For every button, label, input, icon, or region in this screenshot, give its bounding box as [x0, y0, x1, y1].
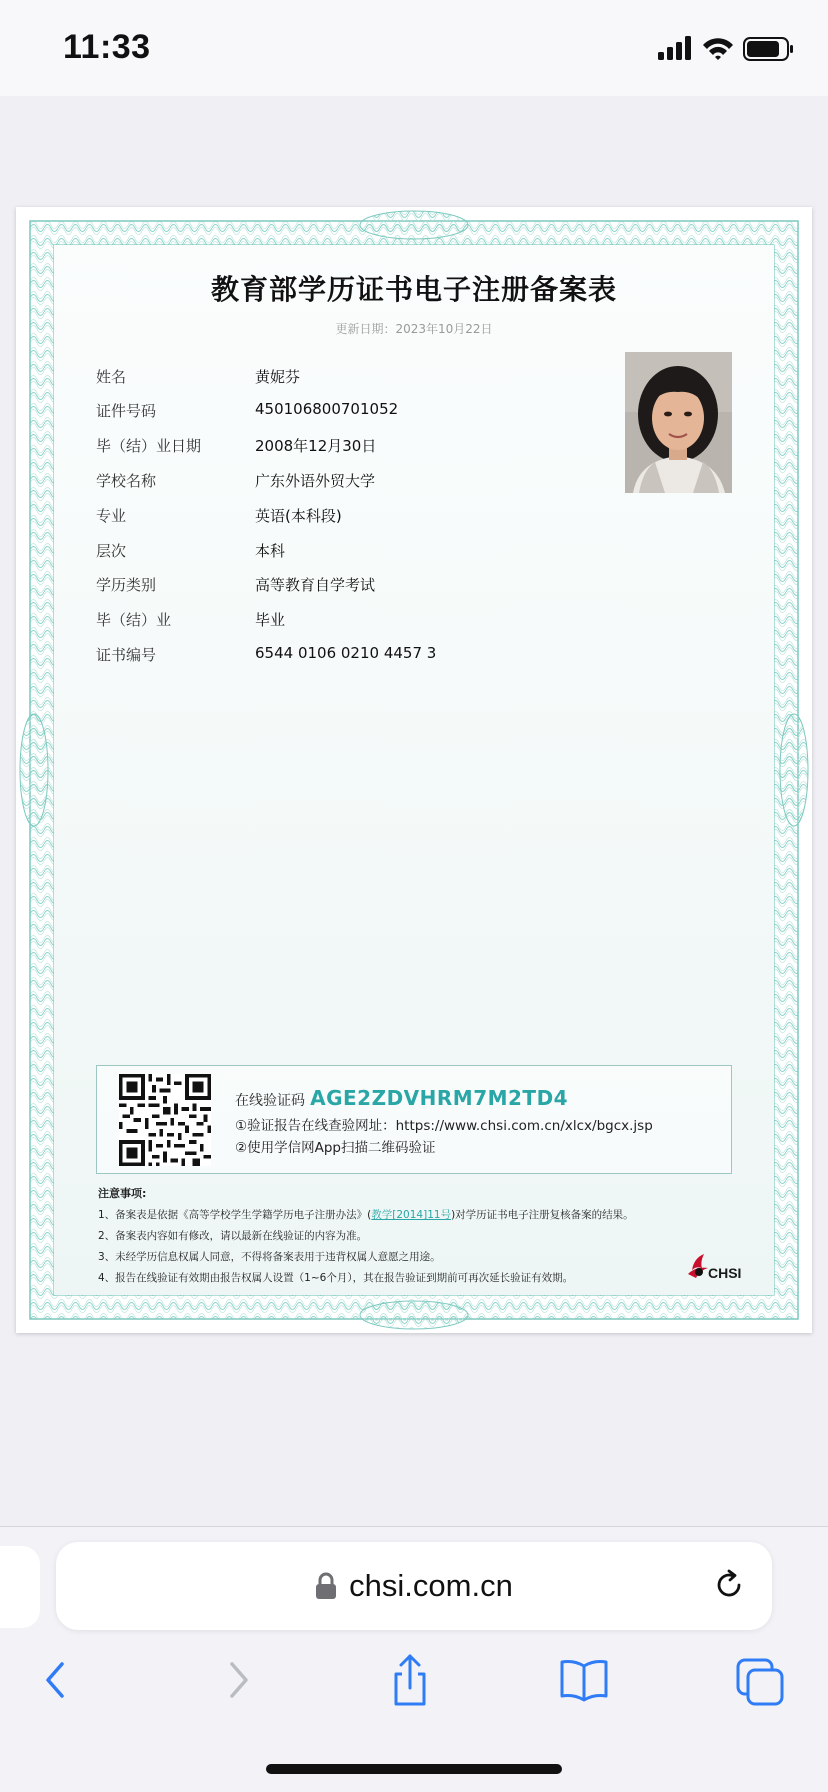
- note-1-link[interactable]: 教学[2014]11号: [371, 1209, 452, 1221]
- verification-code: AGE2ZDVHRM7M2TD4: [310, 1086, 569, 1110]
- wifi-icon: [703, 38, 733, 60]
- status-time: 11:33: [63, 28, 151, 66]
- previous-tab-peek[interactable]: [0, 1546, 40, 1628]
- verification-code-label: 在线验证码: [235, 1093, 305, 1109]
- field-value-level: 本科: [255, 542, 286, 560]
- page-title: 教育部学历证书电子注册备案表: [210, 273, 617, 306]
- update-label: 更新日期：: [335, 322, 396, 336]
- field-label-level: 层次: [96, 542, 127, 560]
- home-indicator: [266, 1764, 562, 1774]
- note-1-text-b: )对学历证书电子注册复核备案的结果。: [451, 1209, 634, 1221]
- note-1: [98, 1207, 634, 1222]
- verification-url-prefix: ①验证报告在线查验网址：: [235, 1118, 396, 1134]
- field-label-education-type: 学历类别: [96, 576, 157, 594]
- update-date: 2023年10月22日: [395, 322, 493, 336]
- lock-icon: [315, 1572, 337, 1600]
- reload-icon[interactable]: [712, 1568, 746, 1602]
- qr-code[interactable]: [119, 1074, 211, 1166]
- field-value-id-number: 450106800701052: [255, 400, 399, 418]
- field-value-graduation-status: 毕业: [255, 611, 286, 629]
- verification-app-line: ②使用学信网App扫描二维码验证: [235, 1140, 436, 1156]
- verification-url[interactable]: https://www.chsi.com.cn/xlcx/bgcx.jsp: [395, 1118, 653, 1134]
- battery-icon: [744, 38, 793, 60]
- forward-icon[interactable]: [206, 1652, 266, 1708]
- field-value-name: 黄妮芬: [255, 368, 301, 386]
- tabs-icon[interactable]: [730, 1652, 790, 1708]
- back-icon[interactable]: [28, 1652, 88, 1708]
- field-value-major: 英语(本科段): [255, 507, 342, 525]
- field-label-graduation-status: 毕（结）业: [96, 611, 172, 629]
- field-label-id-number: 证件号码: [96, 402, 157, 420]
- address-bar[interactable]: [56, 1542, 772, 1630]
- note-1-text-a: 1、备案表是依据《高等学校学生学籍学历电子注册办法》(: [98, 1209, 372, 1221]
- notes-title: 注意事项:: [98, 1187, 147, 1200]
- field-label-major: 专业: [96, 507, 127, 525]
- portrait-photo: [625, 352, 732, 493]
- field-label-graduation-date: 毕（结）业日期: [96, 437, 202, 455]
- field-value-certificate-number: 6544 0106 0210 4457 3: [255, 644, 437, 662]
- field-label-school: 学校名称: [96, 472, 157, 490]
- field-label-certificate-number: 证书编号: [96, 646, 157, 664]
- update-date-line: [16, 320, 812, 337]
- note-3: 3、未经学历信息权属人同意，不得将备案表用于违背权属人意愿之用途。: [98, 1251, 441, 1263]
- bookmarks-icon[interactable]: [554, 1652, 614, 1708]
- field-label-name: 姓名: [96, 368, 127, 386]
- chsi-logo-text: CHSI: [708, 1265, 742, 1281]
- field-value-education-type: 高等教育自学考试: [255, 576, 376, 594]
- note-2: 2、备案表内容如有修改，请以最新在线验证的内容为准。: [98, 1230, 368, 1242]
- verification-box: [96, 1065, 732, 1174]
- status-icons: [658, 34, 798, 66]
- share-icon[interactable]: [380, 1652, 440, 1708]
- note-4: 4、报告在线验证有效期由报告权属人设置（1~6个月），其在报告验证到期前可再次延长验证有效期。: [98, 1272, 574, 1284]
- status-bar: [0, 0, 828, 96]
- field-value-school: 广东外语外贸大学: [255, 472, 376, 490]
- cellular-signal-icon: [658, 36, 691, 60]
- chsi-logo: [686, 1248, 750, 1282]
- url-text[interactable]: chsi.com.cn: [349, 1568, 513, 1603]
- verification-code-row: [235, 1086, 568, 1110]
- verification-url-line: [235, 1114, 653, 1134]
- field-value-graduation-date: 2008年12月30日: [255, 437, 377, 455]
